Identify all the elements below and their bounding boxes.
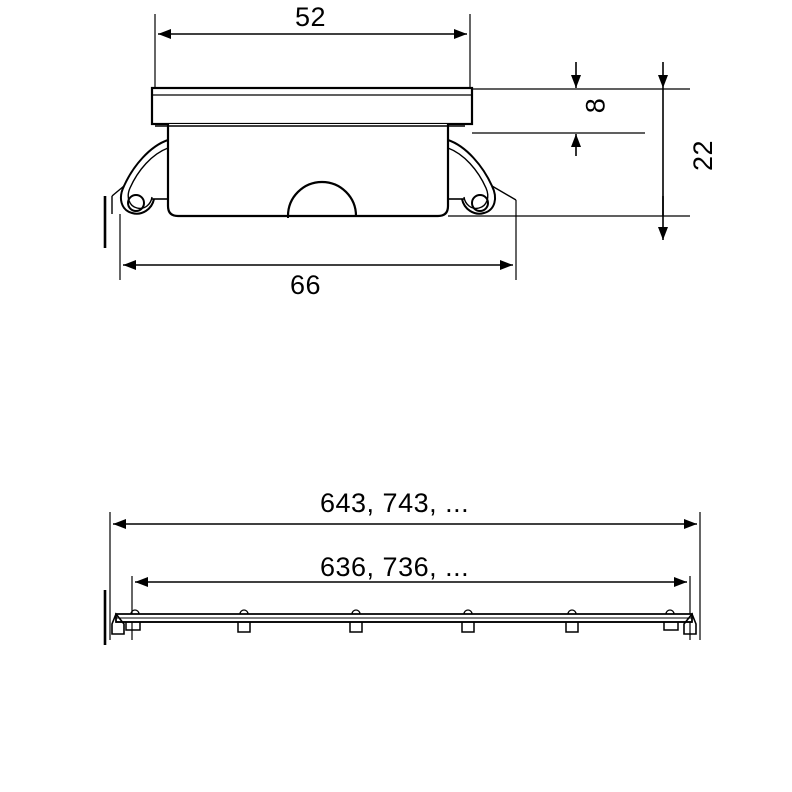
dimension-label-height-8: 8 xyxy=(580,97,611,114)
grate-top-body xyxy=(152,88,472,124)
dimension-label-height-22: 22 xyxy=(688,139,719,172)
right-bracket xyxy=(448,140,516,214)
dimension-label-length-overall: 643, 743, ... xyxy=(320,488,470,518)
dimension-label-width-66: 66 xyxy=(290,270,322,300)
channel-profile xyxy=(112,610,696,634)
cross-section-view xyxy=(105,14,690,280)
support-tabs xyxy=(126,622,678,632)
channel-body xyxy=(155,124,465,216)
dimension-label-length-inner: 636, 736, ... xyxy=(320,552,470,582)
dimension-label-width-52: 52 xyxy=(295,2,327,32)
left-bracket xyxy=(112,140,168,214)
